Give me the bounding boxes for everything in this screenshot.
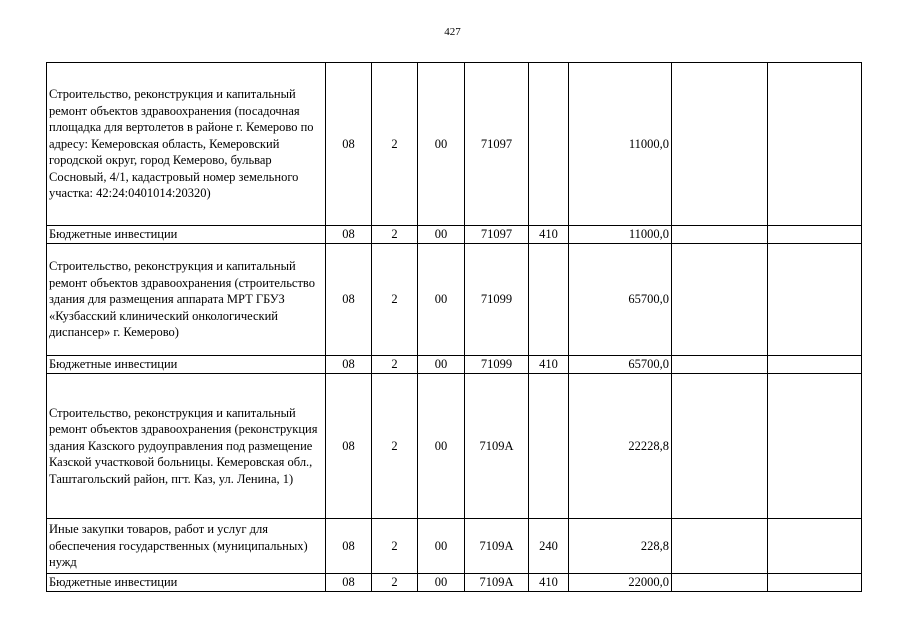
target-article-cell: 71097	[465, 226, 529, 244]
empty-cell-8	[672, 63, 768, 226]
section-cell: 08	[326, 226, 372, 244]
empty-cell-8	[672, 226, 768, 244]
amount-cell: 22228,8	[569, 374, 672, 519]
subsection-cell: 2	[372, 356, 418, 374]
target-article-cell: 71099	[465, 356, 529, 374]
section-cell: 08	[326, 244, 372, 356]
amount-cell: 65700,0	[569, 244, 672, 356]
expense-type-cell	[529, 374, 569, 519]
table-row	[47, 244, 862, 356]
empty-cell-9	[768, 374, 862, 519]
expense-type-cell: 240	[529, 519, 569, 574]
empty-cell-8	[672, 374, 768, 519]
program-cell: 00	[418, 374, 465, 519]
row-name-cell: Бюджетные инвестиции	[47, 574, 326, 592]
table-row	[47, 519, 862, 574]
expense-type-cell: 410	[529, 226, 569, 244]
empty-cell-9	[768, 226, 862, 244]
row-name-cell: Строительство, реконструкция и капитальный ремонт объектов здравоохранения (строительство здания для размещения аппарата МРТ ГБУЗ «Кузбасский клинический онкологический диспансер» г. Кемерово)	[47, 244, 326, 356]
target-article-cell: 7109А	[465, 574, 529, 592]
table-row	[47, 356, 862, 374]
section-cell: 08	[326, 356, 372, 374]
table-row	[47, 374, 862, 519]
row-name-cell: Строительство, реконструкция и капитальный ремонт объектов здравоохранения (посадочная площадка для вертолетов в районе г. Кемерово по адресу: Кемеровская область, Кемеровский городской округ, город Кемерово, бульвар Сосновый, 4/1, кадастровый номер земельного участка: 42:24:0401014:20320)	[47, 63, 326, 226]
expense-type-cell: 410	[529, 574, 569, 592]
page-number: 427	[444, 26, 461, 38]
section-cell: 08	[326, 63, 372, 226]
program-cell: 00	[418, 356, 465, 374]
empty-cell-9	[768, 63, 862, 226]
section-cell: 08	[326, 519, 372, 574]
table-row	[47, 63, 862, 226]
program-cell: 00	[418, 244, 465, 356]
expense-type-cell	[529, 244, 569, 356]
subsection-cell: 2	[372, 519, 418, 574]
empty-cell-8	[672, 244, 768, 356]
subsection-cell: 2	[372, 226, 418, 244]
subsection-cell: 2	[372, 574, 418, 592]
program-cell: 00	[418, 63, 465, 226]
program-cell: 00	[418, 226, 465, 244]
empty-cell-9	[768, 244, 862, 356]
target-article-cell: 71099	[465, 244, 529, 356]
empty-cell-9	[768, 356, 862, 374]
row-name-cell: Иные закупки товаров, работ и услуг для обеспечения государственных (муниципальных) нужд	[47, 519, 326, 574]
amount-cell: 65700,0	[569, 356, 672, 374]
subsection-cell: 2	[372, 244, 418, 356]
row-name-cell: Бюджетные инвестиции	[47, 226, 326, 244]
expense-type-cell: 410	[529, 356, 569, 374]
program-cell: 00	[418, 519, 465, 574]
target-article-cell: 7109А	[465, 519, 529, 574]
budget-table	[46, 62, 862, 592]
table-row	[47, 574, 862, 592]
subsection-cell: 2	[372, 63, 418, 226]
empty-cell-9	[768, 574, 862, 592]
expense-type-cell	[529, 63, 569, 226]
row-name-cell: Бюджетные инвестиции	[47, 356, 326, 374]
row-name-cell: Строительство, реконструкция и капитальный ремонт объектов здравоохранения (реконструкция здания Казского рудоуправления под размещение Казской участковой больницы. Кемеровская обл., Таштагольский район, пгт. Каз, ул. Ленина, 1)	[47, 374, 326, 519]
section-cell: 08	[326, 574, 372, 592]
amount-cell: 22000,0	[569, 574, 672, 592]
target-article-cell: 7109А	[465, 374, 529, 519]
empty-cell-9	[768, 519, 862, 574]
subsection-cell: 2	[372, 374, 418, 519]
table-row	[47, 226, 862, 244]
empty-cell-8	[672, 356, 768, 374]
program-cell: 00	[418, 574, 465, 592]
section-cell: 08	[326, 374, 372, 519]
empty-cell-8	[672, 574, 768, 592]
empty-cell-8	[672, 519, 768, 574]
amount-cell: 11000,0	[569, 63, 672, 226]
target-article-cell: 71097	[465, 63, 529, 226]
amount-cell: 228,8	[569, 519, 672, 574]
amount-cell: 11000,0	[569, 226, 672, 244]
